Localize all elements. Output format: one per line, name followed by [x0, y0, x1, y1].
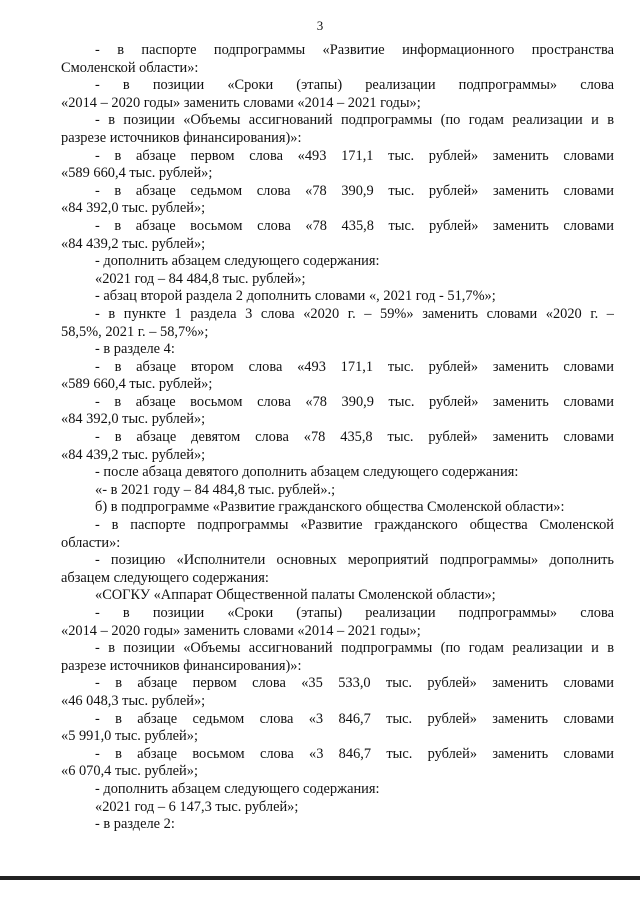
- text-line: «84 439,2 тыс. рублей»;: [61, 235, 206, 252]
- text-line: - дополнить абзацем следующего содержания:: [95, 780, 380, 797]
- text-line: - в абзаце восьмом слова «3 846,7 тыс. рублей» заменить словами: [95, 745, 614, 762]
- document-body: [61, 42, 614, 834]
- text-line: - в абзаце седьмом слова «3 846,7 тыс. рублей» заменить словами: [95, 710, 614, 727]
- text-line: разрезе источников финансирования)»:: [61, 129, 302, 146]
- text-line: - в абзаце восьмом слова «78 435,8 тыс. рублей» заменить словами: [95, 217, 614, 234]
- text-line: «2021 год – 84 484,8 тыс. рублей»;: [95, 270, 306, 287]
- text-line: - в паспорте подпрограммы «Развитие информационного пространства: [95, 42, 614, 58]
- text-line: области»:: [61, 534, 121, 551]
- text-line: «46 048,3 тыс. рублей»;: [61, 692, 206, 709]
- text-line: - в разделе 4:: [95, 341, 175, 358]
- page-bottom-edge: [0, 876, 640, 880]
- text-line: б) в подпрограмме «Развитие гражданского общества Смоленской области»:: [95, 499, 565, 516]
- text-line: - в позиции «Сроки (этапы) реализации подпрограммы» слова: [95, 77, 614, 94]
- text-line: - в разделе 2:: [95, 816, 175, 833]
- text-line: - после абзаца девятого дополнить абзацем следующего содержания:: [95, 464, 519, 481]
- text-line: «5 991,0 тыс. рублей»;: [61, 728, 198, 745]
- text-line: Смоленской области»:: [61, 59, 199, 76]
- text-line: - в абзаце седьмом слова «78 390,9 тыс. рублей» заменить словами: [95, 182, 614, 199]
- text-line: «84 392,0 тыс. рублей»;: [61, 200, 206, 217]
- text-line: «589 660,4 тыс. рублей»;: [61, 165, 213, 182]
- text-line: разрезе источников финансирования)»:: [61, 657, 302, 674]
- text-line: - позицию «Исполнители основных мероприятий подпрограммы» дополнить: [95, 552, 614, 569]
- text-line: 58,5%, 2021 г. – 58,7%»;: [61, 323, 209, 340]
- text-line: - в абзаце первом слова «493 171,1 тыс. рублей» заменить словами: [95, 147, 614, 164]
- text-line: «СОГКУ «Аппарат Общественной палаты Смоленской области»;: [95, 587, 496, 604]
- text-line: «6 070,4 тыс. рублей»;: [61, 763, 198, 780]
- text-line: - в абзаце первом слова «35 533,0 тыс. рублей» заменить словами: [95, 675, 614, 692]
- text-line: - в пункте 1 раздела 3 слова «2020 г. – 59%» заменить словами «2020 г. –: [95, 305, 614, 322]
- text-line: «- в 2021 году – 84 484,8 тыс. рублей».;: [95, 481, 336, 498]
- text-line: - в абзаце втором слова «493 171,1 тыс. рублей» заменить словами: [95, 358, 614, 375]
- text-line: «589 660,4 тыс. рублей»;: [61, 376, 213, 393]
- text-line: - в абзаце девятом слова «78 435,8 тыс. рублей» заменить словами: [95, 429, 614, 446]
- text-line: - в паспорте подпрограммы «Развитие гражданского общества Смоленской: [95, 517, 614, 534]
- text-line: «2014 – 2020 годы» заменить словами «2014 – 2021 годы»;: [61, 622, 421, 639]
- text-line: абзацем следующего содержания:: [61, 569, 269, 586]
- text-line: - в позиции «Объемы ассигнований подпрограммы (по годам реализации и в: [95, 112, 614, 129]
- text-line: - в позиции «Сроки (этапы) реализации подпрограммы» слова: [95, 605, 614, 621]
- page-number: 3: [316, 18, 324, 33]
- text-line: - дополнить абзацем следующего содержания:: [95, 253, 380, 270]
- text-line: - абзац второй раздела 2 дополнить словами «, 2021 год - 51,7%»;: [95, 288, 496, 305]
- text-line: «84 392,0 тыс. рублей»;: [61, 411, 206, 428]
- text-line: «2014 – 2020 годы» заменить словами «2014 – 2021 годы»;: [61, 94, 421, 111]
- text-line: «2021 год – 6 147,3 тыс. рублей»;: [95, 798, 299, 815]
- text-line: - в позиции «Объемы ассигнований подпрограммы (по годам реализации и в: [95, 640, 614, 657]
- text-line: - в абзаце восьмом слова «78 390,9 тыс. рублей» заменить словами: [95, 393, 614, 410]
- text-line: «84 439,2 тыс. рублей»;: [61, 446, 206, 463]
